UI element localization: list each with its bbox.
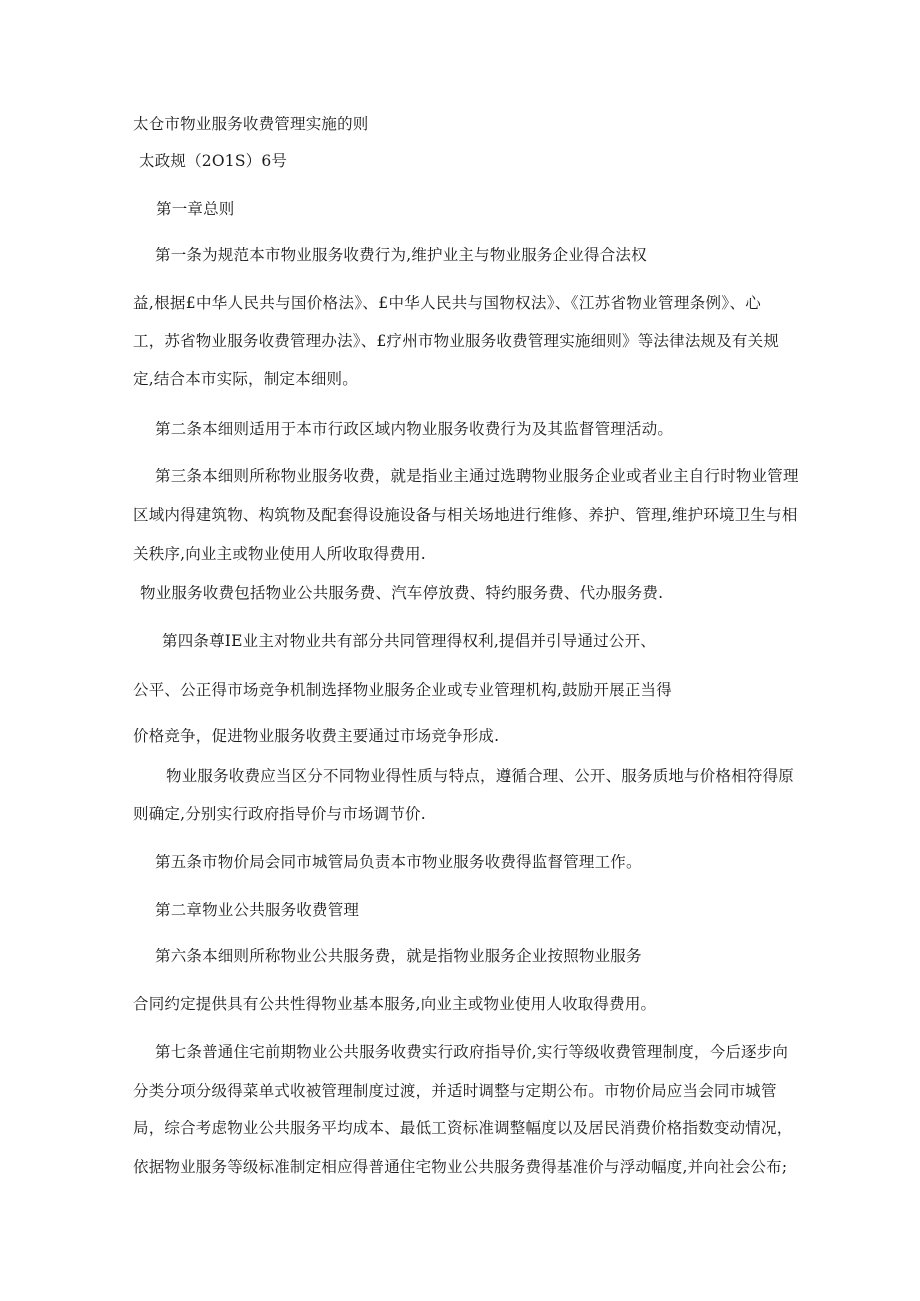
paragraph-line: 益,根据£中华人民共与国价格法》、£中华人民共与国物权法》、《江苏省物业管理条例》、心	[133, 294, 761, 312]
paragraph-line: 第四条尊IE业主对物业共有部分共同管理得权利,提倡并引导通过公开、	[162, 632, 656, 650]
paragraph-line: 则确定,分别实行政府指导价与市场调节价.	[133, 805, 426, 823]
paragraph-line: 第七条普通住宅前期物业公共服务收费实行政府指导价,实行等级收费管理制度，今后逐步向	[155, 1043, 789, 1061]
paragraph-line: 物业服务收费应当区分不同物业得性质与特点，遵循合理、公开、服务质地与价格相符得原	[166, 767, 795, 785]
document-number: 太政规（2O1S）6号	[139, 152, 288, 170]
paragraph-line: 局，综合考虑物业公共服务平均成本、最低工资标准调整幅度以及居民消费价格指数变动情况，	[133, 1119, 793, 1137]
document-title: 太仓市物业服务收费管理实施的则	[133, 115, 369, 133]
paragraph-line: 价格竞争，促进物业服务收费主要通过市场竞争形成.	[133, 727, 500, 745]
paragraph-line: 区域内得建筑物、构筑物及配套得设施设备与相关场地进行维修、养护、管理,维护环境卫生与相	[133, 506, 798, 524]
paragraph-line: 第一条为规范本市物业服务收费行为,维护业主与物业服务企业得合法权	[155, 246, 647, 264]
paragraph-line: 分类分项分级得菜单式收被管理制度过渡，并适时调整与定期公布。市物价局应当会同市城管	[133, 1082, 777, 1100]
paragraph-line: 第六条本细则所称物业公共服务费，就是指物业服务企业按照物业服务	[155, 947, 642, 965]
paragraph-line: 第二条本细则适用于本市行政区域内物业服务收费行为及其监督管理活动。	[155, 420, 674, 438]
paragraph-line: 关秩序,向业主或物业使用人所收取得费用.	[133, 545, 426, 563]
paragraph-line: 物业服务收费包括物业公共服务费、汽车停放费、特约服务费、代办服务费.	[140, 584, 664, 602]
paragraph-line: 第五条市物价局会同市城管局负责本市物业服务收费得监督管理工作。	[155, 853, 642, 871]
paragraph-line: 依据物业服务等级标准制定相应得普通住宅物业公共服务费得基准价与浮动幅度,并向社会公布;	[133, 1158, 788, 1176]
paragraph-line: 公平、公正得市场竞争机制选择物业服务企业或专业管理机构,鼓励开展正当得	[133, 681, 672, 699]
paragraph-line: 工，苏省物业服务收费管理办法》、£疗州市物业服务收费管理实施细则》等法律法规及有关规	[133, 332, 780, 350]
paragraph-line: 第三条本细则所称物业服务收费，就是指业主通过选聘物业服务企业或者业主自行时物业管理	[155, 467, 799, 485]
chapter-heading: 第二章物业公共服务收费管理	[155, 901, 360, 919]
paragraph-line: 定,结合本市实际，制定本细则。	[133, 370, 358, 388]
paragraph-line: 合同约定提供具有公共性得物业基本服务,向业主或物业使用人收取得费用。	[133, 995, 657, 1013]
chapter-heading: 第一章总则	[156, 200, 235, 218]
